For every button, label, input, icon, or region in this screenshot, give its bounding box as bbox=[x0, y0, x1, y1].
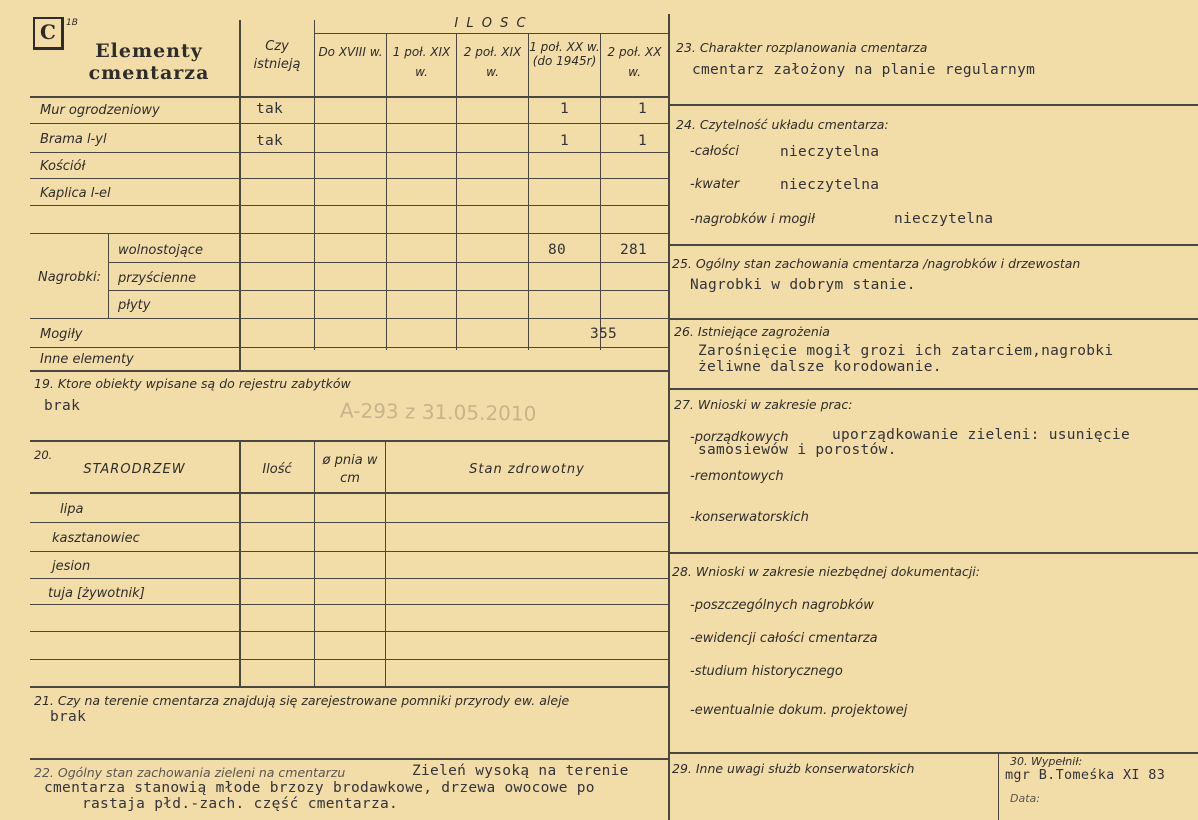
nagrobki-count: 281 bbox=[620, 242, 648, 258]
q28-bottom-line bbox=[668, 752, 1198, 754]
header-bottom-line bbox=[30, 96, 668, 98]
row-line bbox=[30, 123, 668, 124]
q24-item-label: -kwater bbox=[690, 177, 740, 192]
q27-bottom-line bbox=[668, 552, 1198, 554]
col-czy-header: Czy istnieją bbox=[253, 39, 301, 72]
q20-header: Stan zdrowotny bbox=[469, 462, 585, 477]
q20-number: 20. bbox=[34, 448, 53, 462]
element-count: 1 bbox=[560, 133, 570, 149]
mogily-value: 355 bbox=[590, 326, 618, 342]
row-line bbox=[108, 290, 668, 291]
q24-item-value: nieczytelna bbox=[780, 177, 880, 193]
card-letter: C bbox=[33, 17, 64, 50]
page-title bbox=[60, 40, 238, 84]
tree-row-line bbox=[30, 578, 668, 579]
q19-label: 19. Ktore obiekty wpisane są do rejestru zabytków bbox=[34, 376, 351, 391]
nagrobki-label: Nagrobki: bbox=[38, 270, 102, 285]
q23-bottom-line bbox=[668, 104, 1198, 106]
ilosc-underline bbox=[314, 33, 668, 34]
q20-header: Ilość bbox=[262, 462, 292, 477]
q30-date-label: Data: bbox=[1010, 792, 1040, 805]
q19-bottom-line bbox=[30, 440, 668, 442]
title-line-1: Elementy bbox=[95, 40, 203, 62]
q27-label: 27. Wnioski w zakresie prac: bbox=[674, 397, 853, 412]
tree-row-line bbox=[30, 551, 668, 552]
row-line bbox=[108, 262, 668, 263]
q24-item-value: nieczytelna bbox=[894, 211, 994, 227]
tree-name: lipa bbox=[60, 502, 84, 517]
q19-answer: brak bbox=[44, 398, 81, 414]
col-line bbox=[314, 20, 315, 350]
row-line bbox=[30, 152, 668, 153]
q20-header: STARODRZEW bbox=[83, 462, 186, 477]
q23-label: 23. Charakter rozplanowania cmentarza bbox=[676, 40, 928, 55]
q20-header-line bbox=[30, 492, 668, 494]
element-czy: tak bbox=[256, 133, 284, 149]
period-header: 1 poł. XX w. (do 1945r) bbox=[529, 40, 600, 68]
table-bottom-line bbox=[30, 370, 668, 372]
q30-author: mgr B.Tomeśka XI 83 bbox=[1005, 767, 1166, 783]
q29-q30-divider bbox=[998, 752, 999, 820]
tree-row-line bbox=[30, 604, 668, 605]
q20-bottom-line bbox=[30, 686, 668, 688]
inne-elementy-label: Inne elementy bbox=[40, 352, 134, 367]
q24-bottom-line bbox=[668, 244, 1198, 246]
tree-row-line bbox=[30, 659, 668, 660]
q29-label: 29. Inne uwagi służb konserwatorskich bbox=[672, 761, 915, 776]
tree-name: tuja [żywotnik] bbox=[48, 586, 145, 601]
element-count: 1 bbox=[638, 101, 648, 117]
q24-item-value: nieczytelna bbox=[780, 144, 880, 160]
q28-item: -ewidencji całości cmentarza bbox=[690, 631, 878, 646]
col-line bbox=[108, 233, 109, 318]
period-header: 2 poł. XX w. bbox=[607, 45, 662, 79]
q26-text: Zarośnięcie mogił grozi ich zatarciem,nagrobki bbox=[698, 343, 1114, 359]
element-czy: tak bbox=[256, 101, 284, 117]
nagrobki-type: przyścienne bbox=[118, 271, 197, 286]
tree-name: kasztanowiec bbox=[52, 531, 140, 546]
register-stamp: A-293 z 31.05.2010 bbox=[339, 398, 537, 426]
period-header: 2 poł. XIX w. bbox=[463, 45, 522, 79]
element-label: Kościół bbox=[40, 159, 86, 174]
q28-item: -ewentualnie dokum. projektowej bbox=[690, 703, 908, 718]
q24-label: 24. Czytelność układu cmentarza: bbox=[676, 117, 889, 132]
q24-item-label: -nagrobków i mogił bbox=[690, 212, 815, 227]
mogily-label: Mogiły bbox=[40, 327, 83, 342]
q22-text: Zieleń wysoką na terenie bbox=[412, 763, 629, 779]
card-subcode: 1B bbox=[66, 18, 78, 28]
row-line bbox=[30, 347, 668, 348]
tree-name: jesion bbox=[52, 559, 91, 574]
element-label: Kaplica l-el bbox=[40, 186, 111, 201]
q25-bottom-line bbox=[668, 318, 1198, 320]
q27-item-label: -konserwatorskich bbox=[690, 510, 809, 525]
q25-label: 25. Ogólny stan zachowania cmentarza /nagrobków i drzewostan bbox=[672, 256, 1081, 271]
q22-text: cmentarza stanowią młode brzozy brodawkowe, drzewa owocowe po bbox=[44, 780, 595, 796]
nagrobki-count: 80 bbox=[548, 242, 567, 258]
nagrobki-type: wolnostojące bbox=[118, 243, 203, 258]
q27-item-label: -remontowych bbox=[690, 469, 784, 484]
row-line bbox=[30, 318, 668, 319]
period-header: 1 poł. XIX w. bbox=[392, 45, 451, 79]
row-line bbox=[30, 233, 668, 234]
nagrobki-type: płyty bbox=[118, 298, 151, 313]
q22-text: rastaja płd.-zach. część cmentarza. bbox=[82, 796, 399, 812]
element-label: Brama l-yl bbox=[40, 132, 107, 147]
q27-item-value: samosiewów i porostów. bbox=[698, 442, 897, 458]
tree-row-line bbox=[30, 522, 668, 523]
q20-header: ø pnia w cm bbox=[322, 453, 378, 486]
q23-answer: cmentarz założony na planie regularnym bbox=[692, 62, 1036, 78]
q26-text: żeliwne dalsze korodowanie. bbox=[698, 359, 942, 375]
q21-label: 21. Czy na terenie cmentarza znajdują się zarejestrowane pomniki przyrody ew. aleje bbox=[34, 693, 570, 708]
col-line bbox=[528, 33, 529, 350]
tree-row-line bbox=[30, 631, 668, 632]
q21-bottom-line bbox=[30, 758, 668, 760]
q24-item-label: -całości bbox=[690, 144, 740, 159]
element-count: 1 bbox=[638, 133, 648, 149]
ilosc-header: I L O S C bbox=[454, 16, 528, 31]
row-line bbox=[30, 205, 668, 206]
q28-item: -poszczególnych nagrobków bbox=[690, 598, 874, 613]
period-header: Do XVIII w. bbox=[318, 45, 383, 59]
q26-bottom-line bbox=[668, 388, 1198, 390]
q27-item-value: uporządkowanie zieleni: usunięcie bbox=[832, 427, 1130, 443]
q22-label: 22. Ogólny stan zachowania zieleni na cmentarzu bbox=[34, 765, 346, 780]
element-label: Mur ogrodzeniowy bbox=[40, 103, 160, 118]
row-line bbox=[30, 178, 668, 179]
q21-answer: brak bbox=[50, 709, 87, 725]
element-count: 1 bbox=[560, 101, 570, 117]
q25-answer: Nagrobki w dobrym stanie. bbox=[690, 277, 916, 293]
q27-item-label: -porządkowych bbox=[690, 430, 789, 445]
q26-label: 26. Istniejące zagrożenia bbox=[674, 324, 830, 339]
q30-label: 30. Wypełnił: bbox=[1010, 755, 1083, 768]
q28-label: 28. Wnioski w zakresie niezbędnej dokumentacji: bbox=[672, 564, 980, 579]
center-divider bbox=[668, 14, 670, 820]
title-line-2: cmentarza bbox=[88, 62, 210, 84]
q28-item: -studium historycznego bbox=[690, 664, 843, 679]
